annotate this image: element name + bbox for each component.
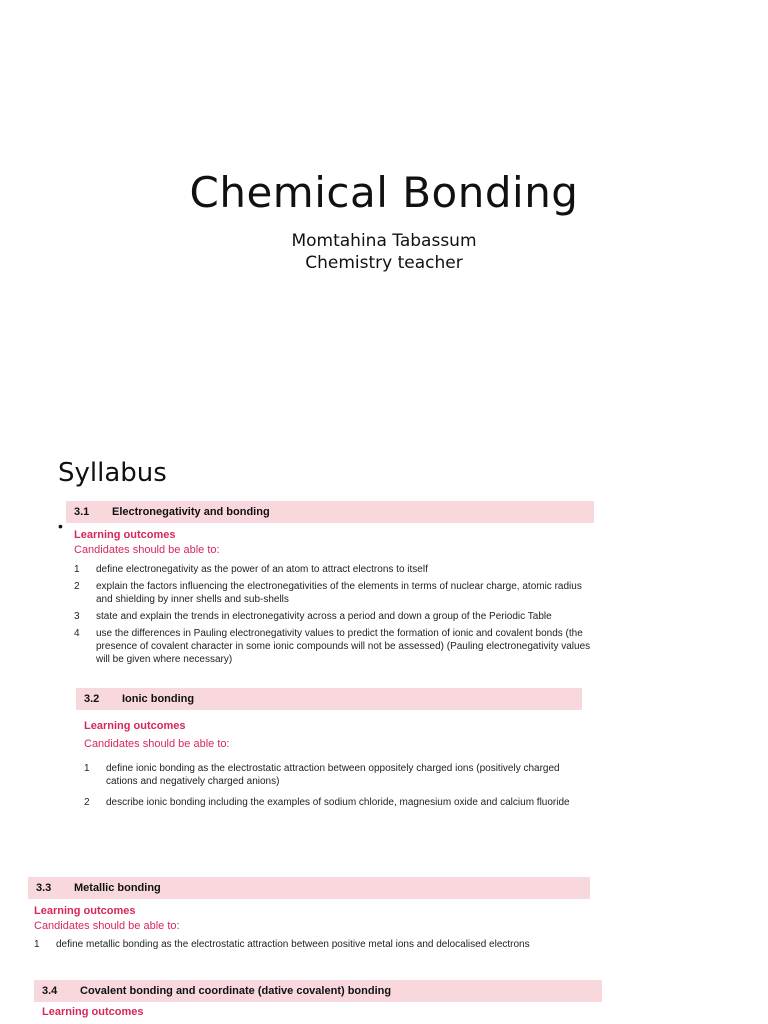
section-number: 3.2: [84, 693, 100, 705]
section-title: Metallic bonding: [74, 882, 161, 894]
author-role: Chemistry teacher: [305, 253, 463, 273]
learning-outcomes-label: Learning outcomes: [34, 905, 136, 917]
author-name: Momtahina Tabassum: [291, 231, 477, 251]
syllabus-heading: Syllabus: [58, 458, 167, 488]
learning-outcomes-label: Learning outcomes: [84, 720, 186, 732]
author-block: [0, 230, 768, 274]
section-title: Electronegativity and bonding: [112, 506, 270, 518]
learning-outcomes-label: Learning outcomes: [74, 529, 176, 541]
list-item: 1 define metallic bonding as the electrostatic attraction between positive metal ions and delocalised electrons: [34, 939, 530, 950]
candidates-label: Candidates should be able to:: [74, 544, 220, 556]
candidates-label: Candidates should be able to:: [34, 920, 180, 932]
list-item: 2 describe ionic bonding including the examples of sodium chloride, magnesium oxide and calcium fluoride: [84, 797, 570, 808]
section-header: [34, 980, 602, 1002]
section-header: [28, 877, 590, 899]
list-item: 2 explain the factors influencing the electronegativities of the elements in terms of nuclear charge, atomic radius and shielding by inner shells and sub-shells: [74, 581, 582, 605]
list-item: 1 define electronegativity as the power of an atom to attract electrons to itself: [74, 564, 428, 575]
learning-outcomes-label: Learning outcomes: [42, 1006, 144, 1018]
section-number: 3.1: [74, 506, 90, 518]
list-item: 4 use the differences in Pauling electronegativity values to predict the formation of ionic and covalent bonds (the presence of covalent character in some ionic compounds will not be assessed) (Pauling electronegativity values will be given where necessary): [74, 628, 591, 665]
section-header: [76, 688, 582, 710]
list-item: 3 state and explain the trends in electronegativity across a period and down a group of the Periodic Table: [74, 611, 552, 622]
section-title: Covalent bonding and coordinate (dative covalent) bonding: [80, 985, 392, 997]
list-item: 1 define ionic bonding as the electrostatic attraction between oppositely charged ions (positively charged cations and negatively charged anions): [84, 763, 560, 787]
section-3-4: [34, 980, 602, 1018]
slide-title: Chemical Bonding: [189, 168, 579, 217]
candidates-label: Candidates should be able to:: [84, 738, 230, 750]
section-3-1: [66, 501, 594, 666]
section-title: Ionic bonding: [122, 693, 195, 705]
section-number: 3.4: [42, 985, 58, 997]
section-header: [66, 501, 594, 523]
section-number: 3.3: [36, 882, 52, 894]
section-3-3: [28, 877, 590, 951]
bullet-mark: •: [58, 518, 63, 534]
section-3-2: [76, 688, 582, 809]
